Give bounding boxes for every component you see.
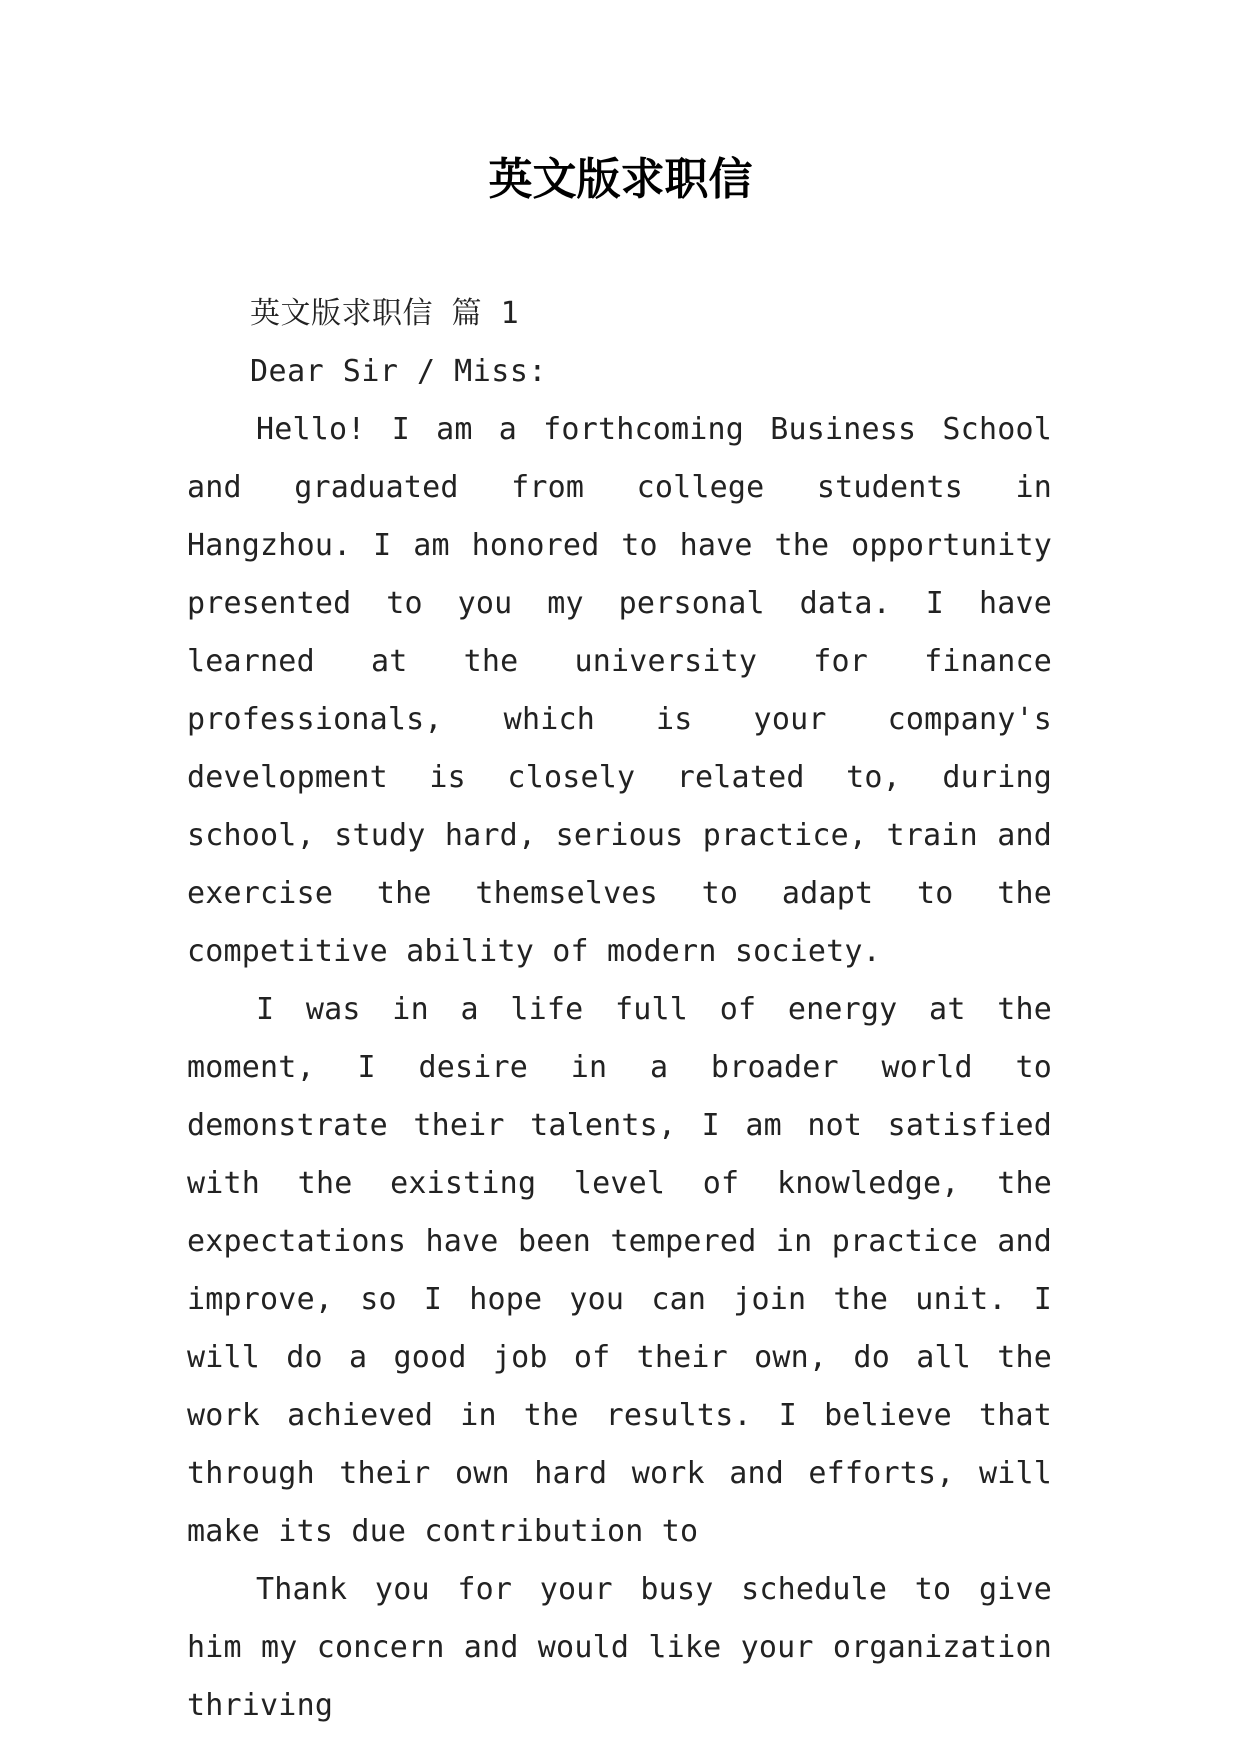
salutation: Dear Sir / Miss:	[250, 354, 547, 389]
section-heading: 英文版求职信 篇 1	[250, 296, 520, 331]
document-body	[187, 285, 1052, 1735]
document-title: 英文版求职信	[488, 154, 753, 205]
body-paragraph-1: Hello! I am a forthcoming Business School and graduated from college students in Hangzhou. I am honored to have the opportunity presented to you my personal data. I have learned at the university for finance professionals, which is your company's development is closely related to, during school, study hard, serious practice, train and exercise the themselves to adapt to the competitive ability of modern society.	[187, 412, 1052, 969]
body-paragraph-2: I was in a life full of energy at the moment, I desire in a broader world to demonstrate their talents, I am not satisfied with the existing level of knowledge, the expectations have been tempered in practice and improve, so I hope you can join the unit. I will do a good job of their own, do all the work achieved in the results. I believe that through their own hard work and efforts, will make its due contribution to	[187, 992, 1052, 1549]
body-paragraph-3: Thank you for your busy schedule to give him my concern and would like your organization thriving	[187, 1572, 1052, 1723]
